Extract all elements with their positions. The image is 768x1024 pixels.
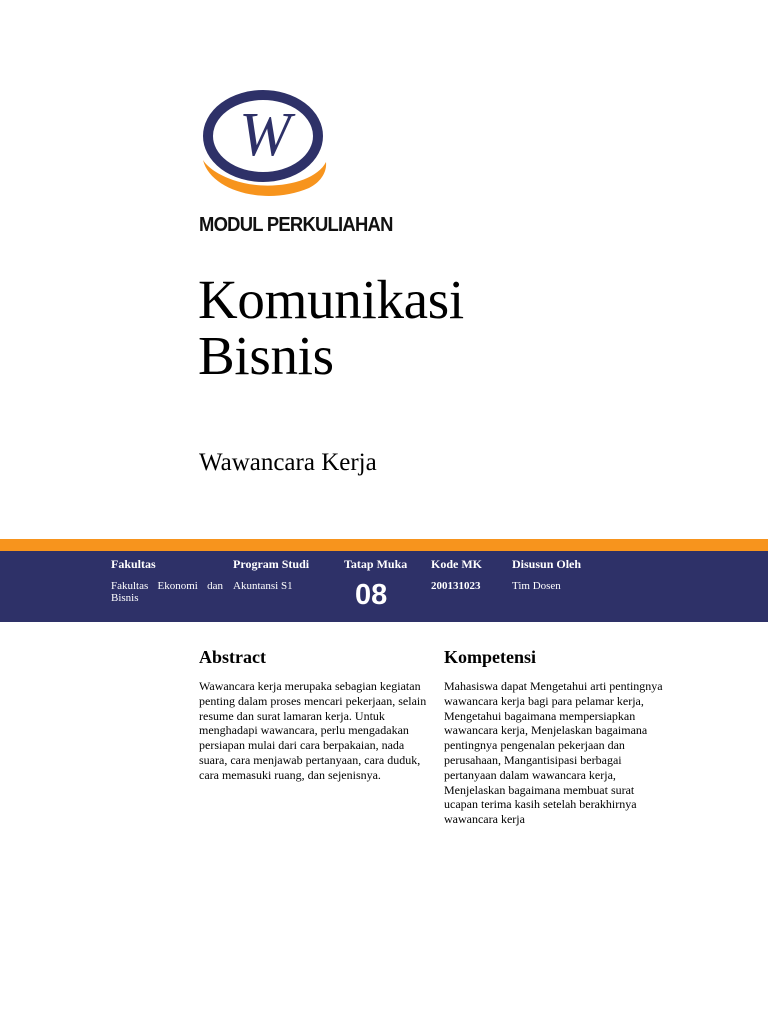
abstract-heading: Abstract bbox=[199, 647, 266, 667]
program-studi-column bbox=[233, 557, 333, 592]
kompetensi-heading: Kompetensi bbox=[444, 647, 536, 667]
fakultas-column bbox=[111, 557, 223, 604]
tatap-muka-label: Tatap Muka bbox=[344, 557, 408, 571]
fakultas-label: Fakultas bbox=[111, 557, 156, 571]
kode-mk-label: Kode MK bbox=[431, 557, 482, 571]
logo-letter: W bbox=[239, 101, 291, 169]
tatap-muka-column bbox=[344, 557, 424, 572]
orange-divider bbox=[0, 539, 768, 551]
module-label: MODUL PERKULIAHAN bbox=[199, 214, 393, 236]
tatap-muka-value: 08 bbox=[355, 579, 388, 611]
kode-mk-column bbox=[431, 557, 511, 592]
course-title-line-1: Komunikasi bbox=[198, 269, 464, 330]
program-studi-label: Program Studi bbox=[233, 557, 310, 571]
fakultas-value: Fakultas Ekonomi dan Bisnis bbox=[111, 580, 223, 604]
disusun-oleh-column bbox=[512, 557, 632, 592]
course-subtitle: Wawancara Kerja bbox=[199, 449, 377, 476]
kompetensi-text: Mahasiswa dapat Mengetahui arti pentingnya wawancara kerja bagi para pelamar kerja, Mengetahui bagaimana mempersiapkan wawancara kerja, Menjelaskan bagaimana pentingnya pengenalan pekerjaan dan perusahaan, Mangantisipasi berbagai pertanyaan dalam wawancara kerja, Menjelaskan bagaimana membuat surat ucapan terima kasih setelah berakhirnya wawancara kerja bbox=[444, 679, 663, 827]
kode-mk-value: 200131023 bbox=[431, 580, 481, 592]
course-title bbox=[198, 269, 464, 386]
disusun-oleh-value: Tim Dosen bbox=[512, 580, 561, 592]
disusun-oleh-label: Disusun Oleh bbox=[512, 557, 582, 571]
program-studi-value: Akuntansi S1 bbox=[233, 580, 293, 592]
course-title-line-2: Bisnis bbox=[198, 325, 334, 386]
abstract-text: Wawancara kerja merupaka sebagian kegiatan penting dalam proses mencari pekerjaan, selain resume dan surat lamaran kerja. Untuk menghadapi wawancara, perlu mengadakan persiapan mulai dari cara berpakaian, nada suara, cara menjawab pertanyaan, cara duduk, cara memasuki ruang, dan sejenisnya. bbox=[199, 679, 427, 782]
university-logo bbox=[197, 88, 329, 206]
